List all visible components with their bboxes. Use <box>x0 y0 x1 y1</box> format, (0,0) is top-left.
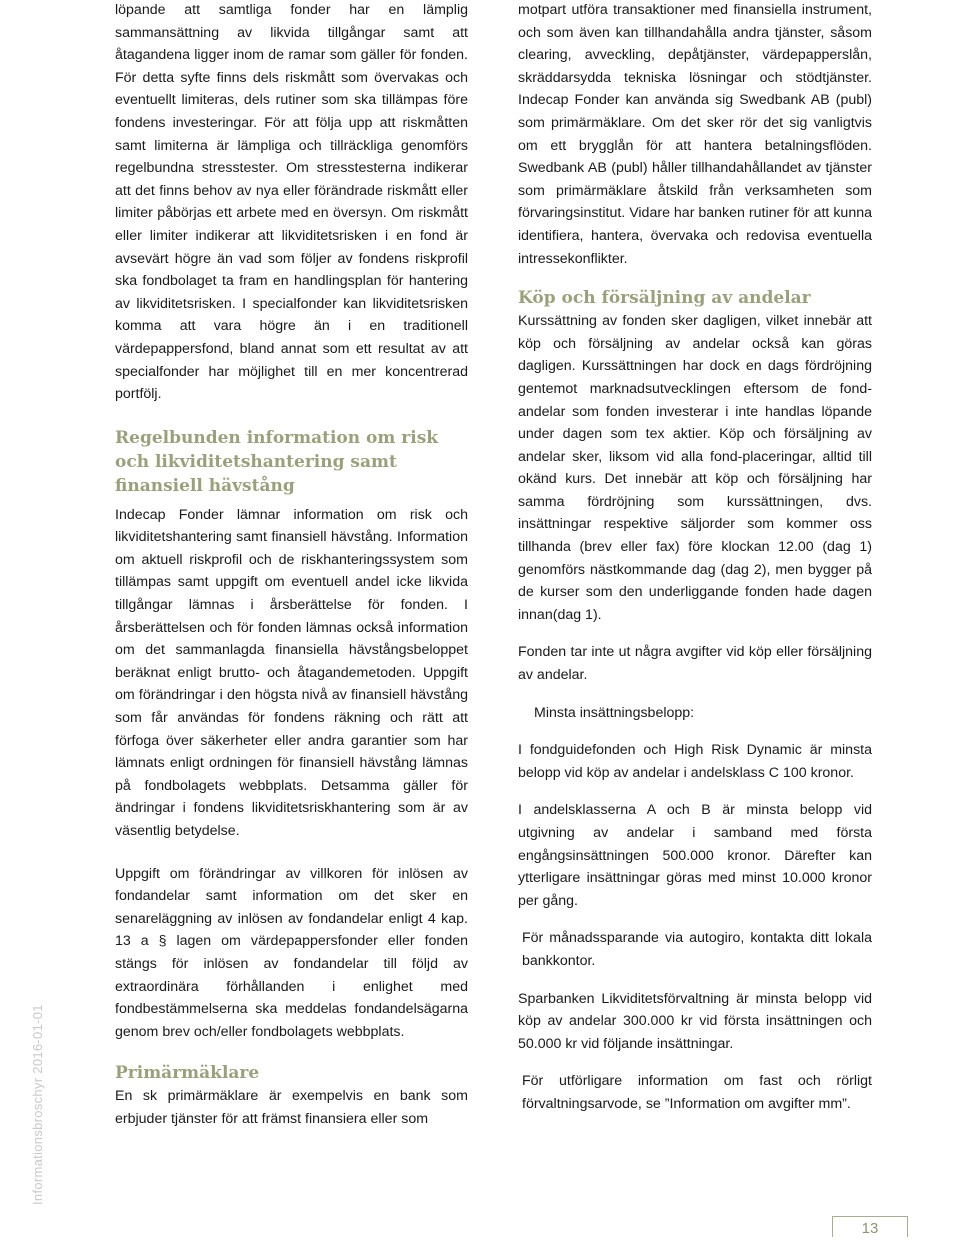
heading-buy-sell-units: Köp och försäljning av andelar <box>518 288 811 309</box>
side-label: Informationsbroschyr 2016-01-01 <box>30 1004 45 1205</box>
paragraph-prime-broker: En sk primärmäklare är exempelvis en bank som erbjuder tjänster för att främst finansiera eller som <box>115 1088 468 1127</box>
page-number: 13 <box>832 1216 908 1237</box>
paragraph-redemption-terms: Uppgift om förändringar av villkoren för inlösen av fondandelar samt information om det sker en senareläggning av inlösen av fondandelar enligt 4 kap. 13 a § lagen om värdepappersfonder eller fonden stängs för inlösen av fondandelar till följd av extraordinära förhållanden i enlighet med fondbestämmelserna ska meddelas fondandelsägarna genom brev och/eller fondbolagets webbplats. <box>115 865 468 1040</box>
heading-prime-broker: Primärmäklare <box>115 1063 260 1084</box>
paragraph-minimum-class-c: I fondguidefonden och High Risk Dynamic är minsta belopp vid köp av andelar i andelsklass C 100 kronor. <box>518 742 872 781</box>
heading-regular-information: Regelbunden information om risk och likviditetshantering samt finansiell hävstång <box>115 427 439 496</box>
paragraph-minimum-class-ab: I andelsklasserna A och B är minsta belopp vid utgivning av andelar i samband med första engångsinsättningen 500.000 kronor. Därefter kan ytterligare insättningar göras med minst 10.000 kronor per gång. <box>518 802 872 909</box>
paragraph-monthly-saving: För månadssparande via autogiro, kontakta ditt lokala bankkontor. <box>522 930 872 969</box>
paragraph-pricing: Kurssättning av fonden sker dagligen, vilket innebär att köp och försäljning av andelar också kan göras dagligen. Kurssättningen har dock en dags fördröjning gentemot marknadsutvecklingen eftersom de fond- andelar som fonden investerar i inte handlas löpande under dagen som tex aktier. Köp och försäljning av andelar sker, liksom vid alla fond-placeringar, alltid till okänd kurs. Det innebär att köp och försäljning har samma fördröjning som kurssättningen, dvs. insättningar respektive säljorder som kommer oss tillhanda (brev eller fax) före klockan 12.00 (dag 1) genomförs nästkommande dag (dag 2), men bygger på de kurser som den underliggande fonden hade dagen innan(dag 1). <box>518 313 872 623</box>
paragraph-fee-reference: För utförligare information om fast och rörligt förvaltningsarvode, se ”Information om avgifter mm”. <box>522 1073 872 1112</box>
paragraph-no-fees: Fonden tar inte ut några avgifter vid köp eller försäljning av andelar. <box>518 644 872 684</box>
paragraph-minimum-heading: Minsta insättningsbelopp: <box>534 704 695 721</box>
left-column <box>115 0 468 1131</box>
paragraph-sparbanken: Sparbanken Likviditetsförvaltning är minsta belopp vid köp av andelar 300.000 kr vid första insättningen och 50.000 kr vid följande insättningar. <box>518 990 872 1052</box>
paragraph-liquidity-intro: löpande att samtliga fonder har en lämplig sammansättning av likvida tillgångar samt att åtagandena ligger inom de ramar som gäller för fonden. För detta syfte finns dels riskmått som övervakas och eventuellt limiteras, dels rutiner som ska tillämpas före fondens investeringar. För att följa upp att riskmåtten samt limiterna är lämpliga och tillräckliga genomförs regelbundna stresstester. Om stresstesterna indikerar att det finns behov av nya eller förändrade riskmått eller limiter påbörjas ett arbete med en översyn. Om riskmått eller limiter indikerar att likviditetsrisken i en fond är avsevärt högre än vad som följer av fondens riskprofil ska fondbolaget ta fram en handlingsplan för hantering av likviditetsrisken. I specialfonder kan likviditetsrisken komma att vara högre än i en traditionell värdepappersfond, bland annat som ett resultat av att specialfonder har möjlighet till en mer koncentrerad portfölj. <box>115 2 468 403</box>
paragraph-prime-broker-cont: motpart utföra transaktioner med finansiella instrument, och som även kan tillhandahålla andra tjänster, såsom clearing, avveckling, depåtjänster, värdepapperslån, skräddarsydda tekniska lösningar och stödtjänster. Indecap Fonder kan använda sig Swedbank AB (publ) som primärmäklare. Om det sker rör det sig vanligtvis om ett brygglån för att hantera betalningsflöden. Swedbank AB (publ) håller tillhandahållandet av tjänster som primärmäklare åtskild från verksamheten som förvaringsinstitut. Vidare har banken rutiner för att kunna identifiera, hantera, övervaka och redovisa eventuella intressekonflikter. <box>518 2 872 267</box>
paragraph-regular-information: Indecap Fonder lämnar information om risk och likviditetshantering samt finansiell hävstång. Information om aktuell riskprofil och de riskhanteringssystem som tillämpas samt uppgift om eventuell andel icke likvida tillgångar lämnas i årsberättelse för fonden. I årsberättelsen och för fonden lämnas också information om det sammanlagda finansiella hävstångsbeloppet beräknat enligt brutto- och åtagandemetoden. Uppgift om förändringar i den högsta nivå av finansiell hävstång som får användas för fondens räkning och rätt att förfoga över säkerheter eller andra garantier som har lämnats enligt ordningen för finansiell hävstång lämnas på fondbolagets webbplats. Detsamma gäller för ändringar i fondens likviditetsriskhantering som är av väsentlig betydelse. <box>115 506 468 839</box>
right-column <box>518 0 872 1116</box>
